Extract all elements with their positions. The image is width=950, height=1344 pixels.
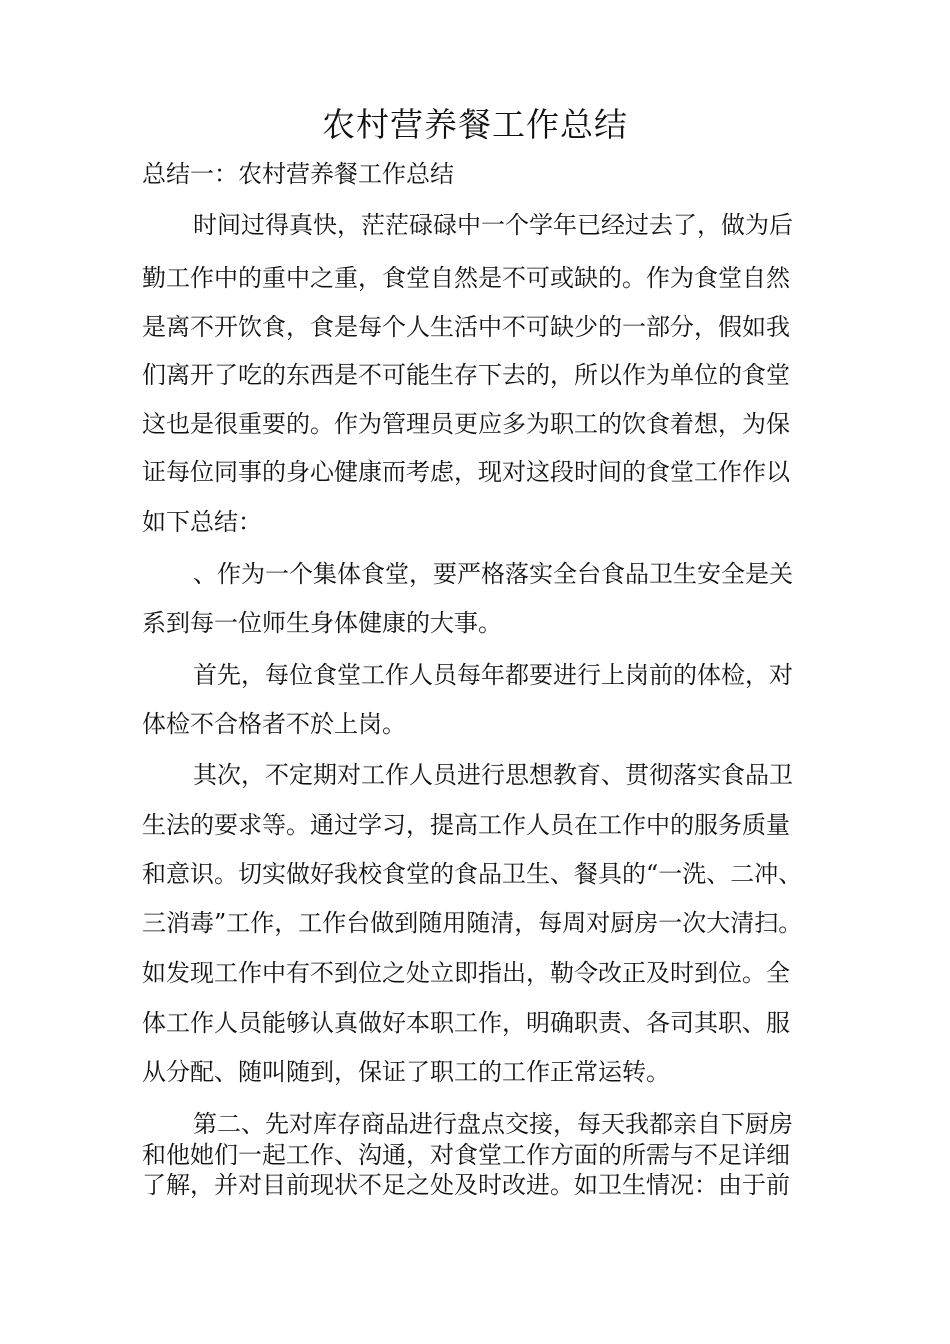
text-line: 这也是很重要的。作为管理员更应多为职工的饮食着想，为保 — [142, 410, 790, 438]
document-title: 农村营养餐工作总结 — [322, 105, 628, 144]
text-line: 和意识。切实做好我校食堂的食品卫生、餐具的“一洗、二冲、 — [142, 860, 803, 888]
text-line: 了解，并对目前现状不足之处及时改进。如卫生情况：由于前 — [142, 1171, 790, 1199]
document-subtitle: 总结一：农村营养餐工作总结 — [142, 160, 454, 188]
text-line: 如发现工作中有不到位之处立即指出，勒令改正及时到位。全 — [142, 959, 790, 987]
text-line: 其次，不定期对工作人员进行思想教育、贯彻落实食品卫 — [193, 761, 793, 789]
text-line: 生法的要求等。通过学习，提高工作人员在工作中的服务质量 — [142, 811, 790, 839]
text-line: 第二、先对库存商品进行盘点交接，每天我都亲自下厨房 — [193, 1110, 793, 1138]
text-line: 体检不合格者不於上岗。 — [142, 710, 406, 738]
text-line: 时间过得真快，茫茫碌碌中一个学年已经过去了，做为后 — [193, 211, 793, 239]
text-line: 和他她们一起工作、沟通，对食堂工作方面的所需与不足详细 — [142, 1141, 790, 1169]
text-line: 如下总结： — [142, 508, 262, 536]
text-line: 勤工作中的重中之重，食堂自然是不可或缺的。作为食堂自然 — [142, 264, 790, 292]
text-line: 们离开了吃的东西是不可能生存下去的，所以作为单位的食堂 — [142, 361, 790, 389]
text-line: 首先，每位食堂工作人员每年都要进行上岗前的体检，对 — [193, 661, 793, 689]
text-line: 从分配、随叫随到，保证了职工的工作正常运转。 — [142, 1058, 670, 1086]
text-line: 体工作人员能够认真做好本职工作，明确职责、各司其职、服 — [142, 1009, 790, 1037]
text-line: 三消毒”工作，工作台做到随用随清，每周对厨房一次大清扫。 — [142, 909, 803, 937]
text-line: 是离不开饮食，食是每个人生活中不可缺少的一部分，假如我 — [142, 313, 790, 341]
text-line: 证每位同事的身心健康而考虑，现对这段时间的食堂工作作以 — [142, 458, 790, 486]
text-line: 系到每一位师生身体健康的大事。 — [142, 609, 502, 637]
text-line: 、作为一个集体食堂，要严格落实全台食品卫生安全是关 — [193, 560, 793, 588]
